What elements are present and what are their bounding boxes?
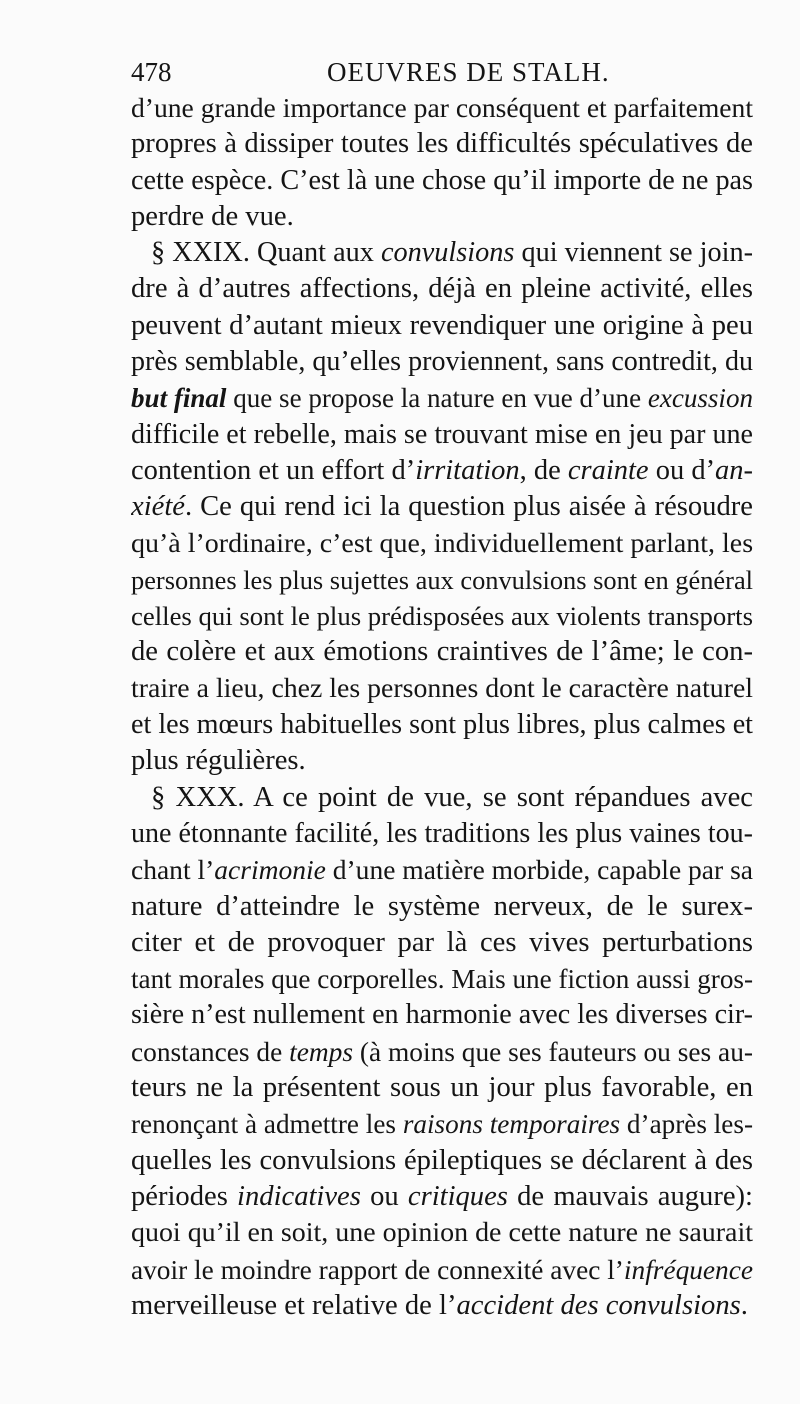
text-segment: acrimonie [214, 854, 326, 886]
text-segment: temps [289, 1036, 354, 1067]
text-line [131, 852, 753, 888]
text-segment: perdre de vue. [131, 200, 294, 232]
text-segment: convulsions [380, 237, 515, 269]
text-line [131, 1034, 753, 1070]
text-segment: crainte [567, 454, 649, 486]
text-segment: quelles les convulsions épileptiques se déclarent à des [131, 1144, 753, 1176]
text-segment: qu’à l’ordinaire, c’est que, individuellement parlant, les [131, 527, 753, 559]
text-line [131, 453, 753, 489]
text-segment: d’une matière morbide, capable par sa [325, 854, 753, 886]
text-segment: périodes [131, 1180, 238, 1212]
text-segment: infréquence [623, 1254, 753, 1285]
text-segment: renonçant à admettre les [131, 1109, 403, 1140]
text-line [131, 380, 753, 416]
running-title: OEUVRES DE STALH. [327, 57, 610, 87]
text-segment: excussion [647, 383, 753, 414]
text-segment: § XXIX. Quant aux [151, 237, 381, 269]
text-line [131, 671, 753, 707]
text-segment: ou [360, 1180, 408, 1212]
text-segment: citer et de provoquer par là ces vives perturbations [131, 926, 753, 958]
text-segment: contention et un effort d’ [131, 454, 416, 486]
text-line [131, 1288, 753, 1324]
text-segment: difficile et rebelle, mais se trouvant mise en jeu par une [131, 418, 753, 450]
text-line [131, 634, 753, 670]
text-line [131, 961, 753, 997]
text-line [131, 417, 753, 453]
text-line [131, 163, 753, 199]
text-segment: et les mœurs habituelles sont plus libres, plus calmes et [131, 709, 753, 741]
text-segment: . Ce qui rend ici la question plus aisée à résoudre [184, 491, 753, 523]
text-line [131, 1106, 753, 1142]
text-segment: sière n’est nullement en harmonie avec les diverses cir- [131, 999, 753, 1031]
text-segment: constances de [131, 1036, 290, 1067]
text-segment: an- [715, 454, 753, 486]
text-segment: celles qui sont le plus prédisposées aux violents transports [131, 601, 753, 632]
text-segment: peuvent d’autant mieux revendiquer une origine à peu [131, 309, 753, 341]
text-line [131, 707, 753, 743]
text-line [131, 90, 753, 126]
text-line [131, 1143, 753, 1179]
text-segment: but final [131, 383, 227, 414]
text-segment: ou d’ [648, 454, 716, 486]
text-segment: une étonnante facilité, les traditions les plus vaines tou- [131, 817, 753, 849]
body-text [131, 90, 753, 1324]
text-segment: chant l’ [131, 854, 215, 886]
text-segment: personnes les plus sujettes aux convulsions sont en général [131, 564, 753, 595]
text-segment: d’une grande importance par conséquent et parfaitement [131, 92, 753, 123]
text-line [131, 235, 753, 271]
text-line [131, 1070, 753, 1106]
text-line [131, 816, 753, 852]
text-line [131, 889, 753, 925]
text-line [131, 526, 753, 562]
text-segment: plus régulières. [131, 745, 306, 777]
text-segment: merveilleuse et relative de l’ [131, 1289, 457, 1321]
text-segment: accident des convulsions [456, 1289, 741, 1321]
text-segment: . [740, 1289, 748, 1321]
text-segment: critiques [407, 1180, 508, 1212]
text-segment: traire a lieu, chez les personnes dont le caractère naturel [131, 672, 753, 704]
text-segment: de mauvais augure): [507, 1180, 753, 1212]
page-header [131, 56, 751, 88]
text-line [131, 1179, 753, 1215]
text-segment: tant morales que corporelles. Mais une fiction aussi gros- [131, 964, 753, 995]
text-segment: dre à d’autres affections, déjà en pleine activité, elles [131, 273, 753, 305]
text-segment: indicatives [237, 1180, 361, 1212]
text-line [131, 925, 753, 961]
text-line [131, 1215, 753, 1251]
text-line [131, 743, 753, 779]
text-segment: propres à dissiper toutes les difficultés spéculatives de [131, 128, 753, 160]
text-segment: de colère et aux émotions craintives de l’âme; le con- [131, 636, 753, 668]
text-line [131, 308, 753, 344]
text-segment: cette espèce. C’est là une chose qu’il importe de ne pas [131, 164, 753, 196]
text-segment: (à moins que ses fauteurs ou ses au- [353, 1036, 753, 1067]
text-line [131, 199, 753, 235]
text-line [131, 271, 753, 307]
text-segment: près semblable, qu’elles proviennent, sans contredit, du [131, 346, 753, 378]
text-line [131, 997, 753, 1033]
text-line [131, 780, 753, 816]
text-segment: , de [519, 454, 568, 486]
text-segment: xiété [131, 491, 185, 523]
text-segment: que se propose la nature en vue d’une [226, 383, 648, 414]
text-segment: irritation [415, 454, 520, 486]
text-line [131, 344, 753, 380]
text-line [131, 1252, 753, 1288]
text-segment: § XXX. A ce point de vue, se sont répandues avec [151, 781, 753, 813]
text-segment: raisons temporaires [402, 1109, 621, 1140]
text-segment: quoi qu’il en soit, une opinion de cette nature ne saurait [131, 1217, 753, 1249]
text-segment: qui viennent se join- [514, 237, 753, 269]
text-segment: nature d’atteindre le système nerveux, de le surex- [131, 890, 753, 922]
text-line [131, 562, 753, 598]
text-segment: teurs ne la présentent sous un jour plus favorable, en [131, 1072, 753, 1104]
text-segment: avoir le moindre rapport de connexité avec l’ [131, 1254, 624, 1285]
text-line [131, 489, 753, 525]
text-line [131, 126, 753, 162]
text-segment: d’après les- [620, 1109, 753, 1140]
page-number: 478 [131, 57, 172, 87]
text-line [131, 598, 753, 634]
